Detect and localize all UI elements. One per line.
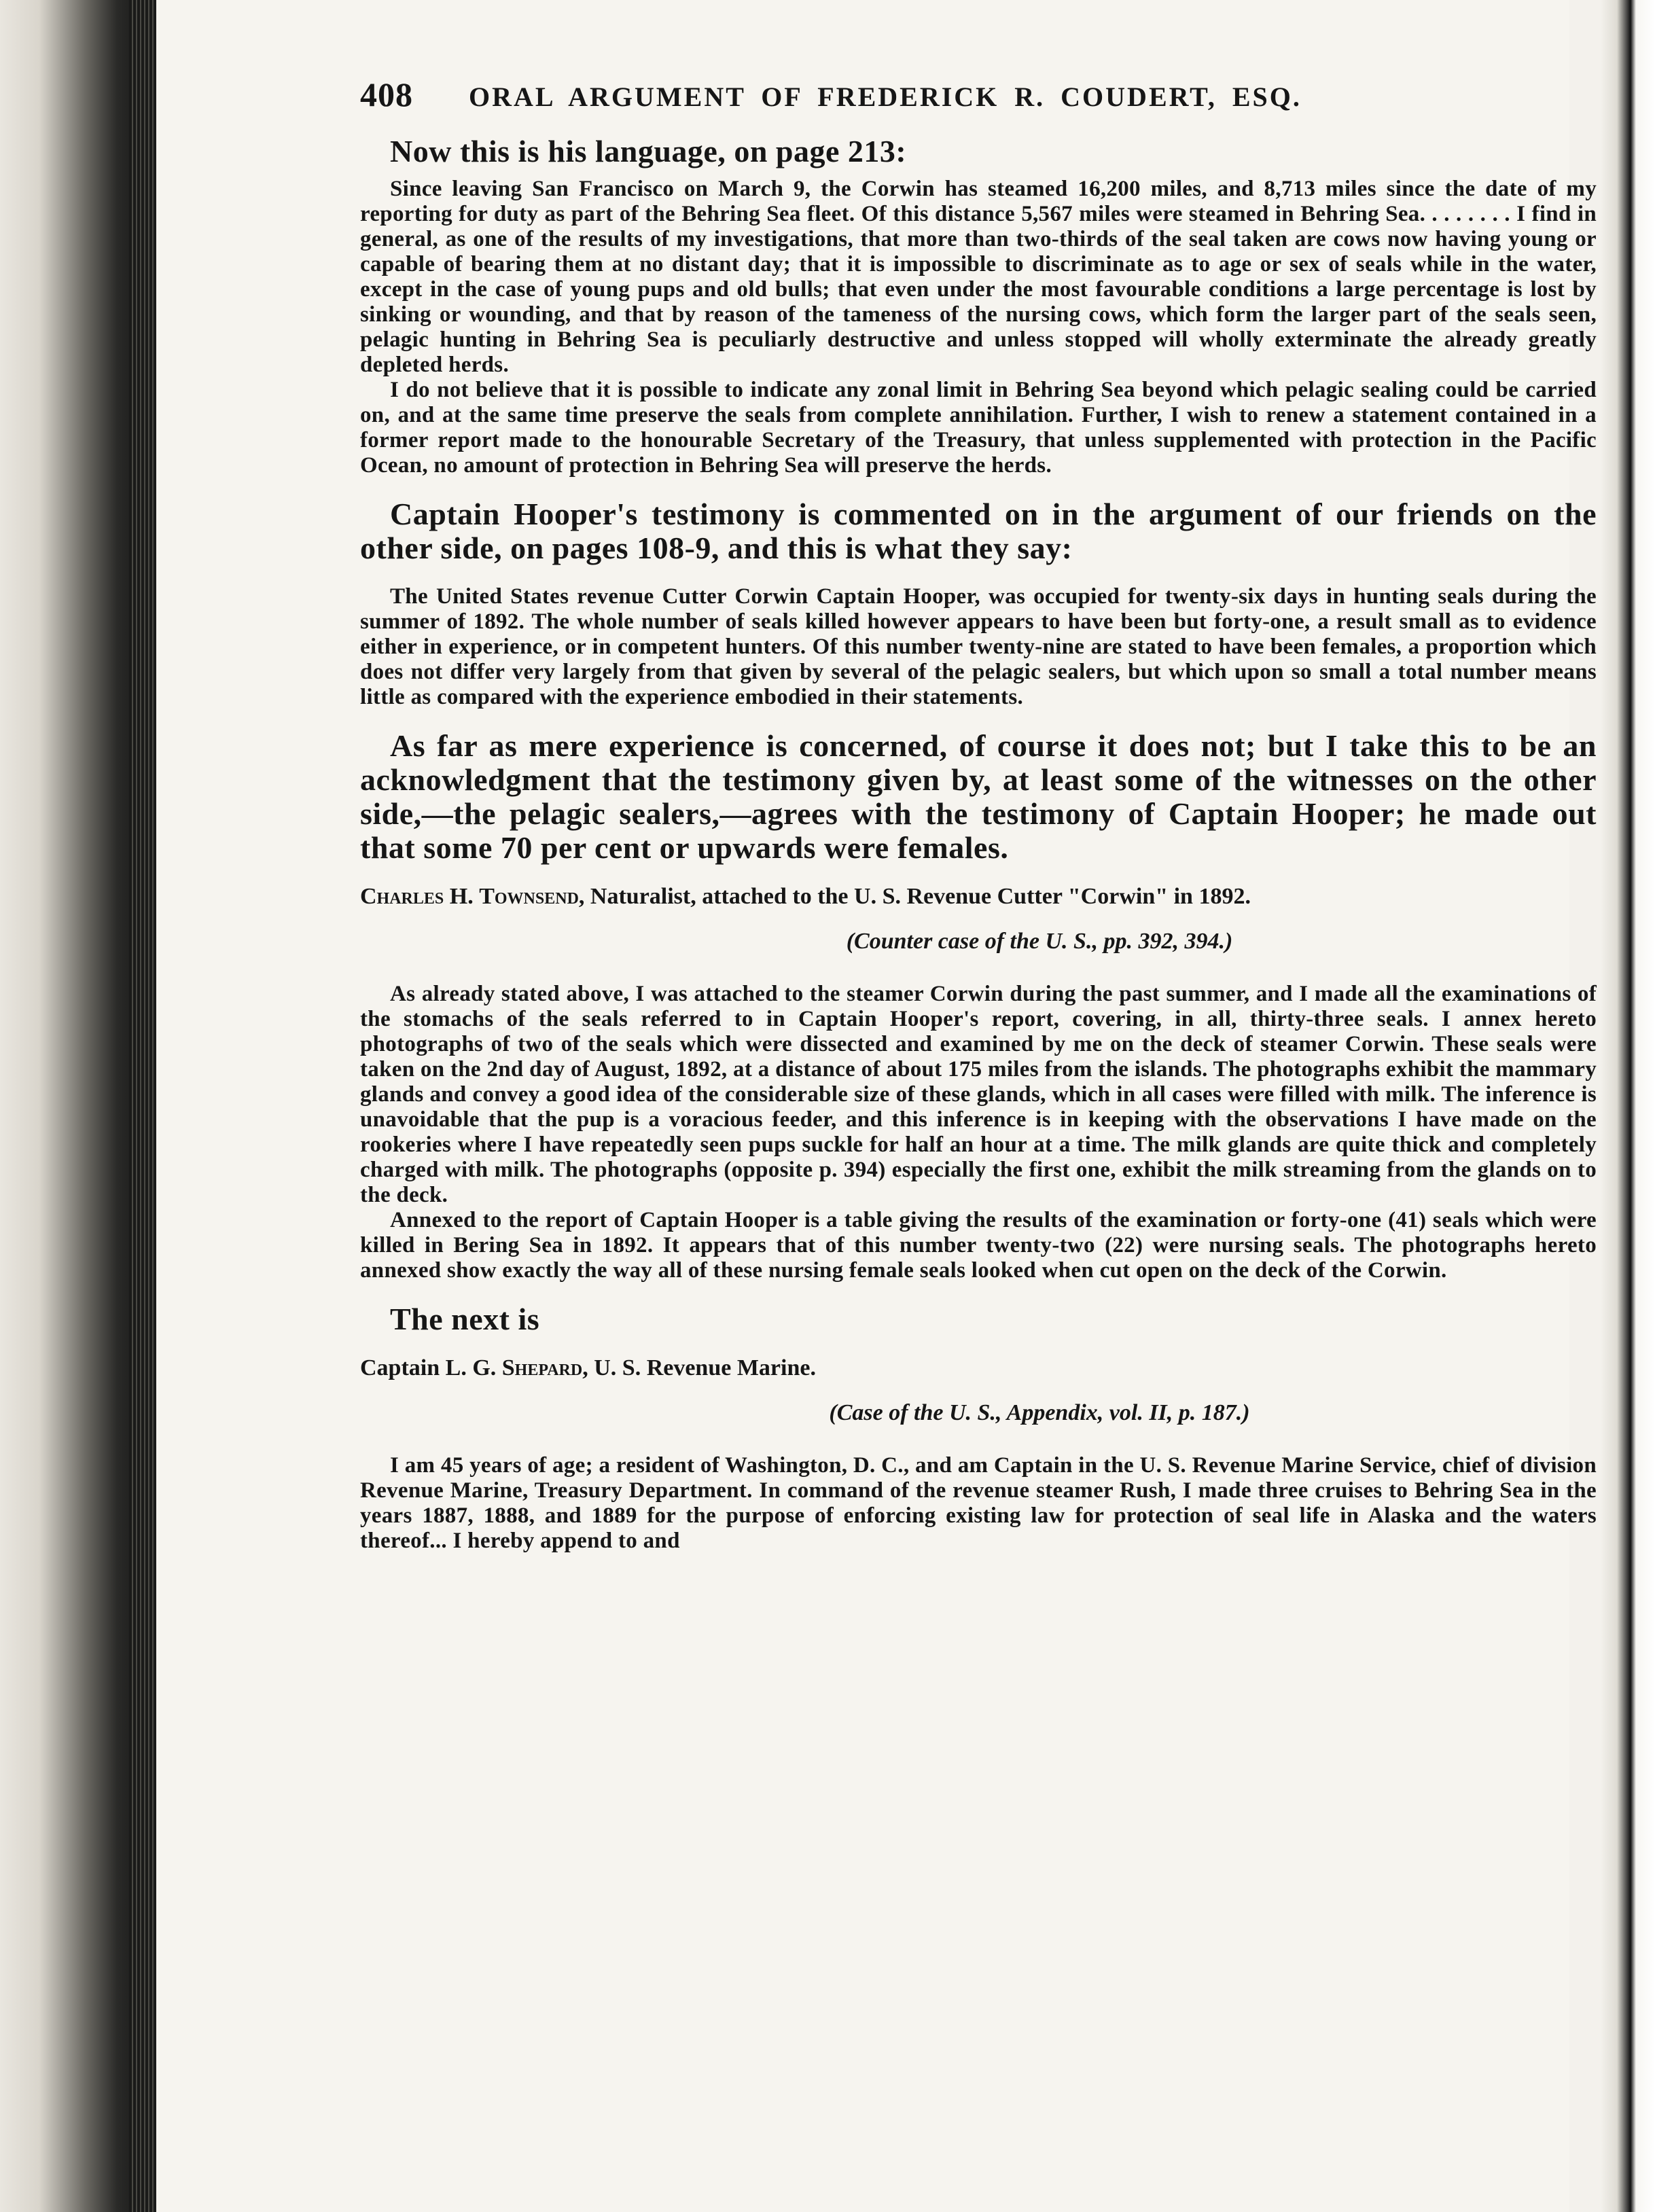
witness-heading bbox=[360, 1355, 1597, 1381]
witness-description: , Naturalist, attached to the U. S. Revenue Cutter "Corwin" in 1892. bbox=[578, 884, 1251, 909]
intro-paragraph: Now this is his language, on page 213: bbox=[390, 134, 907, 168]
book-binding-edge bbox=[0, 0, 156, 2212]
quote-paragraph: I do not believe that it is possible to indicate any zonal limit in Behring Sea beyond which pelagic sealing could be carried on, and at the same time preserve the seals from complete annihilation. Further, I wish to renew a statement contained in a former report made to the honourable Secretary of the Treasury, that unless supplemented with protection in the Pacific Ocean, no amount of protection in Behring Sea will preserve the herds. bbox=[360, 378, 1597, 478]
page-header bbox=[360, 75, 1597, 114]
witness-title: Captain L. G. bbox=[360, 1355, 497, 1380]
citation bbox=[360, 929, 1597, 955]
intro-paragraph: The next is bbox=[390, 1302, 540, 1336]
running-title: ORAL ARGUMENT OF FREDERICK R. COUDERT, ESQ. bbox=[469, 82, 1302, 112]
document-page bbox=[156, 0, 1597, 2212]
page-content bbox=[360, 75, 1597, 1554]
quote-paragraph: Annexed to the report of Captain Hooper is a table giving the results of the examination or forty-one (41) seals which were killed in Bering Sea in 1892. It appears that of this number twenty-two (22) were nursing seals. The photographs hereto annexed show exactly the way all of these nursing female seals looked when cut open on the deck of the Corwin. bbox=[360, 1208, 1597, 1283]
witness-name-first: Charles H. bbox=[360, 884, 474, 909]
witness-heading bbox=[360, 884, 1597, 910]
quote-paragraph: Since leaving San Francisco on March 9, the Corwin has steamed 16,200 miles, and 8,713 miles since the date of my reporting for duty as part of the Behring Sea fleet. Of this distance 5,567 miles were steamed in Behring Sea. . . . . . . . I find in general, as one of the results of my investigations, that more than two-thirds of the seal taken are cows now having young or capable of bearing them at no distant day; that it is impossible to discriminate as to age or sex of seals while in the water, except in the case of young pups and old bulls; that even under the most favourable conditions a large percentage is lost by sinking or wounding, and that by reason of the tameness of the nursing cows, which form the larger part of the seals seen, pelagic hunting in Behring Sea is peculiarly destructive and unless stopped will wholly exterminate the already greatly depleted herds. bbox=[360, 177, 1597, 377]
witness-name-last: Townsend bbox=[479, 884, 579, 909]
witness-description: , U. S. Revenue Marine. bbox=[582, 1355, 816, 1380]
quote-paragraph: As already stated above, I was attached to the steamer Corwin during the past summer, and I made all the examinations of the stomachs of the seals referred to in Captain Hooper's report, covering, in all, thirty-three seals. I annex hereto photographs of two of the seals which were dissected and examined by me on the deck of steamer Corwin. These seals were taken on the 2nd day of August, 1892, at a distance of about 175 miles from the islands. The photographs exhibit the mammary glands and convey a good idea of the considerable size of these glands, which in all cases were filled with milk. The inference is unavoidable that the pup is a voracious feeder, and this inference is in keeping with the observations I have made on the rookeries where I have repeatedly seen pups suckle for half an hour at a time. The milk glands are quite thick and completely charged with milk. The photographs (opposite p. 394) especially the first one, exhibit the milk streaming from the glands on to the deck. bbox=[360, 982, 1597, 1207]
citation bbox=[360, 1400, 1597, 1426]
citation-text: (Counter case of the U. S., pp. 392, 394.) bbox=[846, 929, 1233, 954]
quote-paragraph: I am 45 years of age; a resident of Washington, D. C., and am Captain in the U. S. Revenue Marine Service, chief of division Revenue Marine, Treasury Department. In command of the revenue steamer Rush, I made three cruises to Behring Sea in the years 1887, 1888, and 1889 for the purpose of enforcing existing law for protection of seal life in Alaska and the waters thereof... I hereby append to and bbox=[360, 1453, 1597, 1553]
comment-paragraph: As far as mere experience is concerned, of course it does not; but I take this to be an acknowledgment that the testimony given by, at least some of the witnesses on the other side,—the pelagic sealers,—agrees with the testimony of Captain Hooper; he made out that some 70 per cent or upwards were females. bbox=[360, 728, 1597, 865]
witness-name-last: Shepard bbox=[501, 1355, 583, 1380]
intro-paragraph: Captain Hooper's testimony is commented on in the argument of our friends on the other side, on pages 108-9, and this is what they say: bbox=[360, 497, 1597, 565]
facing-page-edge bbox=[1601, 0, 1655, 2212]
citation-text: (Case of the U. S., Appendix, vol. II, p. 187.) bbox=[829, 1400, 1250, 1425]
quote-paragraph: The United States revenue Cutter Corwin Captain Hooper, was occupied for twenty-six days in hunting seals during the summer of 1892. The whole number of seals killed however appears to have been but forty-one, a result small as to evidence either in experience, or in competent hunters. Of this number twenty-nine are stated to have been females, a proportion which does not differ very largely from that given by several of the pelagic sealers, but which upon so small a total number means little as compared with the experience embodied in their statements. bbox=[360, 584, 1597, 709]
page-number: 408 bbox=[360, 75, 413, 113]
